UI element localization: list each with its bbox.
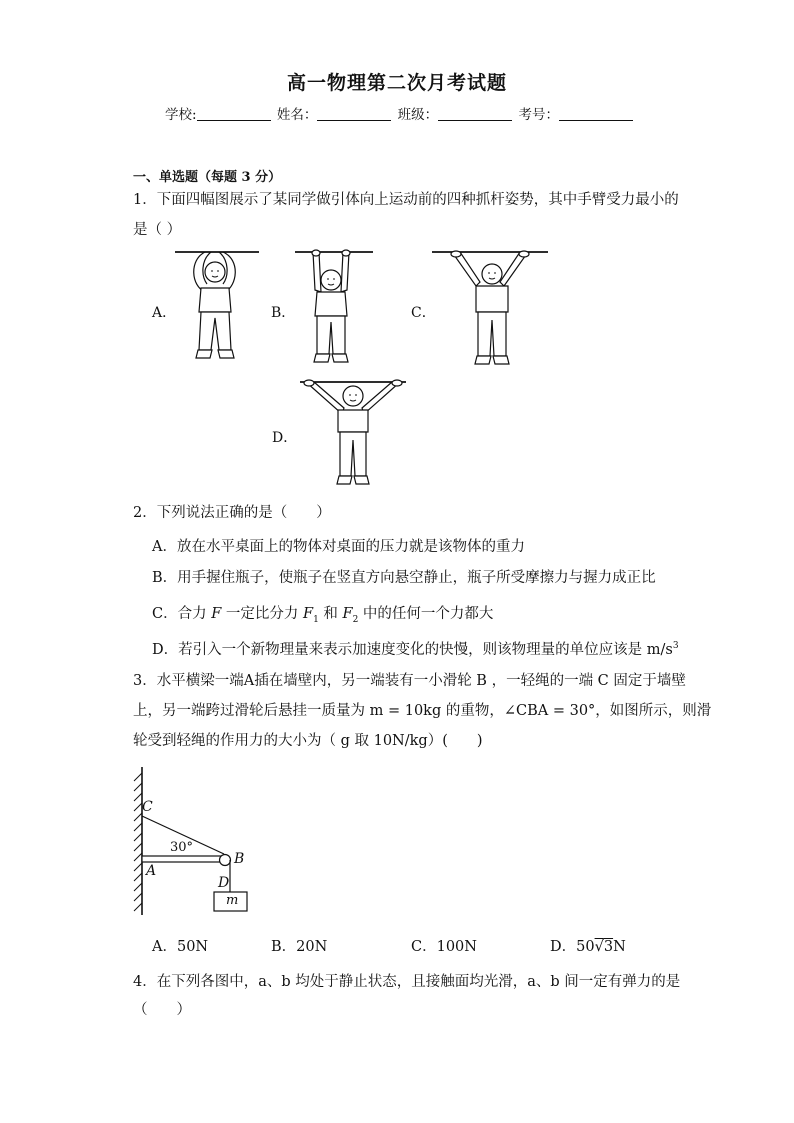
q2-option-d-text: D．若引入一个新物理量来表示加速度变化的快慢，则该物理量的单位应该是 m/s bbox=[152, 642, 673, 658]
q3-stem-line1: 3．水平横梁一端A插在墙壁内，另一端装有一小滑轮 B ，一轻绳的一端 C 固定于墙壁 bbox=[133, 673, 686, 689]
q1-stem-line2: 是（ ） bbox=[133, 222, 182, 238]
q2-option-c-sub1: 1 bbox=[313, 614, 319, 625]
q3-option-c[interactable]: C．100N bbox=[411, 939, 477, 955]
q3-stem-line3: 轮受到轻绳的作用力的大小为（ g 取 10N/kg）( ) bbox=[133, 733, 483, 749]
q3-angle-label: 30° bbox=[170, 840, 194, 855]
q3-option-b[interactable]: B．20N bbox=[271, 939, 328, 955]
exam-number-blank[interactable] bbox=[559, 106, 633, 121]
q3-mass-label: m bbox=[226, 893, 239, 908]
q2-option-c-and: 和 bbox=[318, 606, 343, 622]
q2-option-c-sub2: 2 bbox=[352, 614, 359, 625]
q3-stem-line2: 上，另一端跨过滑轮后悬挂一质量为 m = 10kg 的重物，∠CBA = 30°，如图所示，则滑 bbox=[133, 703, 712, 719]
q2-option-c-mid: 一定比分力 bbox=[221, 606, 303, 622]
q3-option-a[interactable]: A．50N bbox=[152, 939, 209, 955]
page-title: 高一物理第二次月考试题 bbox=[286, 72, 507, 94]
q4-stem-line2: （ ） bbox=[133, 1002, 191, 1018]
q3-option-d[interactable] bbox=[550, 935, 626, 956]
q3-label-d: D bbox=[218, 875, 230, 891]
q1-option-d-label[interactable]: D． bbox=[272, 430, 298, 446]
school-label: 学校: bbox=[165, 107, 197, 123]
q2-option-d-exponent: 3 bbox=[672, 641, 679, 652]
q3-pulley-figure bbox=[130, 765, 260, 920]
q1-figure-b bbox=[295, 246, 380, 371]
q1-figure-c bbox=[432, 246, 552, 376]
q3-option-d-sqrt: √3 bbox=[594, 939, 614, 955]
name-blank[interactable] bbox=[317, 106, 391, 121]
q1-stem-line1: 1．下面四幅图展示了某同学做引体向上运动前的四种抓杆姿势，其中手臂受力最小的 bbox=[133, 192, 679, 208]
q2-option-c-prefix: C．合力 bbox=[152, 606, 212, 622]
q3-label-b: B bbox=[234, 851, 245, 867]
q2-option-c-suffix: 中的任何一个力都大 bbox=[358, 606, 494, 622]
exam-number-label: 考号： bbox=[518, 107, 559, 123]
q3-option-d-unit: N bbox=[613, 939, 626, 955]
school-blank[interactable] bbox=[197, 106, 271, 121]
q4-stem-line1: 4．在下列各图中，a、b 均处于静止状态，且接触面均光滑，a、b 间一定有弹力的是 bbox=[133, 974, 681, 990]
q2-option-c-f: F bbox=[211, 606, 222, 622]
name-label: 姓名： bbox=[276, 107, 318, 123]
q2-option-a[interactable]: A．放在水平桌面上的物体对桌面的压力就是该物体的重力 bbox=[152, 539, 525, 555]
q2-stem: 2．下列说法正确的是（ ） bbox=[133, 505, 331, 521]
section-title: 一、单选题（每题 3 分） bbox=[133, 170, 282, 185]
q3-label-c: C bbox=[142, 799, 153, 815]
q3-label-a: A bbox=[146, 863, 157, 879]
class-label: 班级： bbox=[397, 107, 439, 123]
q2-option-c-f2: F bbox=[342, 606, 353, 622]
q2-option-b[interactable]: B．用手握住瓶子，使瓶子在竖直方向悬空静止，瓶子所受摩擦力与握力成正比 bbox=[152, 570, 656, 586]
q1-option-c-label[interactable]: C． bbox=[411, 305, 436, 321]
q2-option-c-f1: F bbox=[303, 606, 314, 622]
q1-option-b-label[interactable]: B． bbox=[271, 305, 296, 321]
q2-option-c[interactable] bbox=[152, 602, 493, 625]
q1-figure-a bbox=[175, 246, 265, 371]
class-blank[interactable] bbox=[438, 106, 512, 121]
q2-option-d[interactable] bbox=[152, 638, 679, 659]
q3-option-d-prefix: D．50 bbox=[550, 939, 595, 955]
student-info-row bbox=[165, 103, 635, 123]
q3-option-d-radicand: 3 bbox=[603, 939, 614, 955]
q1-figure-d bbox=[296, 372, 411, 492]
q1-option-a-label[interactable]: A． bbox=[152, 305, 177, 321]
